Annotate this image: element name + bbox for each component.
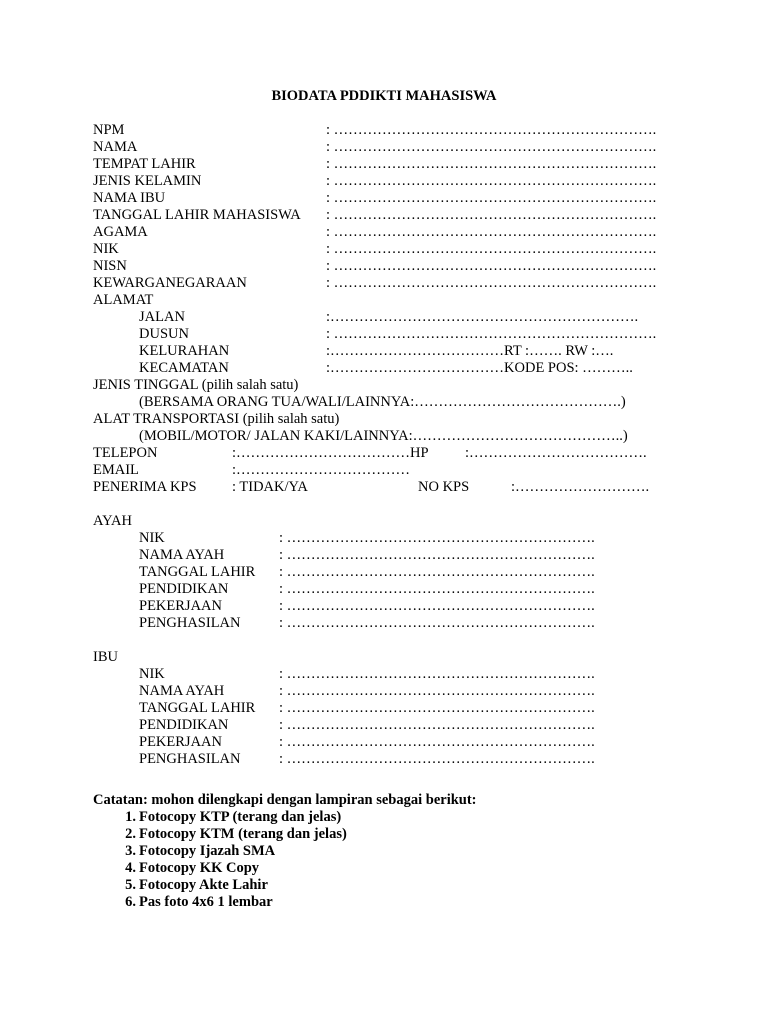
field-label: TEMPAT LAHIR (93, 156, 196, 172)
field-dots[interactable]: :………………………………RT :……. RW :…. (326, 343, 614, 359)
field-label: DUSUN (139, 326, 189, 342)
no-kps-dots[interactable]: :………………………. (511, 479, 650, 495)
list-item-number: 4. (125, 860, 136, 876)
field-dots[interactable]: : …………………………………………………………. (326, 156, 657, 172)
jenis-tinggal-heading (93, 377, 693, 394)
field-dusun (93, 326, 693, 343)
field-dots[interactable]: : ………………………………………………………. (279, 666, 595, 682)
list-item-number: 2. (125, 826, 136, 842)
field-nisn (93, 258, 693, 275)
list-item-text: Fotocopy Ijazah SMA (139, 843, 276, 859)
field-label: PEKERJAAN (139, 734, 222, 750)
field-label: EMAIL (93, 462, 139, 478)
ayah-label: AYAH (93, 513, 132, 529)
ayah-field-nik (93, 530, 693, 547)
field-npm (93, 122, 693, 139)
field-jalan (93, 309, 693, 326)
jenis-tinggal-label: JENIS TINGGAL (pilih salah satu) (93, 377, 299, 393)
field-label: NAMA IBU (93, 190, 166, 206)
list-item-text: Fotocopy Akte Lahir (139, 877, 268, 893)
list-item-number: 3. (125, 843, 136, 859)
field-dots[interactable]: : ………………………………………………………. (279, 683, 595, 699)
list-item-text: Fotocopy KK Copy (139, 860, 260, 876)
field-label: TANGGAL LAHIR (139, 564, 256, 580)
alat-transportasi-options (93, 428, 693, 445)
field-label: PEKERJAAN (139, 598, 222, 614)
ibu-field-nama (93, 683, 693, 700)
alamat-heading (93, 292, 693, 309)
field-nik (93, 241, 693, 258)
no-kps-label: NO KPS (418, 479, 470, 495)
page-title: BIODATA PDDIKTI MAHASISWA (271, 88, 497, 104)
field-tempat-lahir (93, 156, 693, 173)
field-dots[interactable]: : ………………………………………………………. (279, 598, 595, 614)
field-dots[interactable]: : ………………………………………………………. (279, 734, 595, 750)
field-label: NIK (93, 241, 119, 257)
field-agama (93, 224, 693, 241)
ibu-heading (93, 649, 693, 666)
alat-transportasi-heading (93, 411, 693, 428)
catatan-heading (93, 792, 693, 809)
field-dots[interactable]: :………………………………KODE POS: ……….. (326, 360, 633, 376)
field-email (93, 462, 693, 479)
field-label: TELEPON (93, 445, 158, 461)
field-dots[interactable]: : …………………………………………………………. (326, 258, 657, 274)
field-hp-dots[interactable]: :………………………………. (465, 445, 647, 461)
field-label: TANGGAL LAHIR MAHASISWA (93, 207, 301, 223)
field-dots[interactable]: : ………………………………………………………. (279, 615, 595, 631)
ibu-field-pekerjaan (93, 734, 693, 751)
field-dots[interactable]: : ………………………………………………………. (279, 530, 595, 546)
field-label: KEWARGANEGARAAN (93, 275, 247, 291)
field-jenis-kelamin (93, 173, 693, 190)
field-dots[interactable]: : …………………………………………………………. (326, 326, 657, 342)
list-item-text: Pas foto 4x6 1 lembar (139, 894, 273, 910)
field-dots[interactable]: : …………………………………………………………. (326, 207, 657, 223)
field-label: NAMA AYAH (139, 683, 225, 699)
field-label: NAMA (93, 139, 138, 155)
field-label: NIK (139, 666, 165, 682)
alamat-label: ALAMAT (93, 292, 154, 308)
field-dots[interactable]: : …………………………………………………………. (326, 275, 657, 291)
field-label: PENDIDIKAN (139, 717, 229, 733)
field-dots[interactable]: : ………………………………………………………. (279, 547, 595, 563)
field-penerima-kps (93, 479, 693, 496)
list-item-text: Fotocopy KTP (terang dan jelas) (139, 809, 342, 825)
field-dots[interactable]: :………………………………HP (232, 445, 429, 461)
field-tanggal-lahir (93, 207, 693, 224)
field-dots[interactable]: : …………………………………………………………. (326, 122, 657, 138)
field-kewarganegaraan (93, 275, 693, 292)
field-kelurahan (93, 343, 693, 360)
catatan-heading-text: Catatan: mohon dilengkapi dengan lampiran sebagai berikut: (93, 792, 477, 808)
field-dots[interactable]: : …………………………………………………………. (326, 190, 657, 206)
ayah-field-tanggal-lahir (93, 564, 693, 581)
field-dots[interactable]: :……………………………… (232, 462, 411, 478)
field-label: NISN (93, 258, 127, 274)
field-dots[interactable]: : …………………………………………………………. (326, 173, 657, 189)
field-dots[interactable]: : ………………………………………………………. (279, 581, 595, 597)
ayah-field-nama (93, 547, 693, 564)
ibu-field-tanggal-lahir (93, 700, 693, 717)
field-label: TANGGAL LAHIR (139, 700, 256, 716)
field-label: KECAMATAN (139, 360, 229, 376)
ayah-heading (93, 513, 693, 530)
list-item-text: Fotocopy KTM (terang dan jelas) (139, 826, 347, 842)
jenis-tinggal-options-text[interactable]: (BERSAMA ORANG TUA/WALI/LAINNYA:…………………………………….) (139, 394, 626, 410)
field-label: KELURAHAN (139, 343, 230, 359)
field-nama-ibu (93, 190, 693, 207)
field-label: PENGHASILAN (139, 615, 241, 631)
list-item-number: 6. (125, 894, 136, 910)
field-telepon (93, 445, 693, 462)
ibu-label: IBU (93, 649, 118, 665)
jenis-tinggal-options (93, 394, 693, 411)
ibu-field-nik (93, 666, 693, 683)
field-label: AGAMA (93, 224, 148, 240)
field-dots[interactable]: : ………………………………………………………. (279, 564, 595, 580)
field-dots[interactable]: : ………………………………………………………. (279, 700, 595, 716)
field-label: NIK (139, 530, 165, 546)
field-dots[interactable]: : …………………………………………………………. (326, 241, 657, 257)
field-dots[interactable]: : ………………………………………………………. (279, 717, 595, 733)
field-kecamatan (93, 360, 693, 377)
field-label: PENERIMA KPS (93, 479, 197, 495)
ibu-field-pendidikan (93, 717, 693, 734)
field-label: PENDIDIKAN (139, 581, 229, 597)
field-dots[interactable]: :………………………………………………………. (326, 309, 639, 325)
ibu-field-penghasilan (93, 751, 693, 768)
field-label: NAMA AYAH (139, 547, 225, 563)
ayah-field-pekerjaan (93, 598, 693, 615)
kps-choice[interactable]: : TIDAK/YA (232, 479, 308, 495)
ayah-field-penghasilan (93, 615, 693, 632)
field-label: JENIS KELAMIN (93, 173, 202, 189)
ayah-field-pendidikan (93, 581, 693, 598)
field-dots[interactable]: : ………………………………………………………. (279, 751, 595, 767)
field-label: NPM (93, 122, 125, 138)
alat-transportasi-label: ALAT TRANSPORTASI (pilih salah satu) (93, 411, 340, 427)
list-item-number: 5. (125, 877, 136, 893)
field-dots[interactable]: : …………………………………………………………. (326, 224, 657, 240)
field-label: PENGHASILAN (139, 751, 241, 767)
field-dots[interactable]: : …………………………………………………………. (326, 139, 657, 155)
alat-transportasi-options-text[interactable]: (MOBIL/MOTOR/ JALAN KAKI/LAINNYA:……………………………………..) (139, 428, 628, 444)
field-nama (93, 139, 693, 156)
field-label: JALAN (139, 309, 185, 325)
list-item-number: 1. (125, 809, 136, 825)
